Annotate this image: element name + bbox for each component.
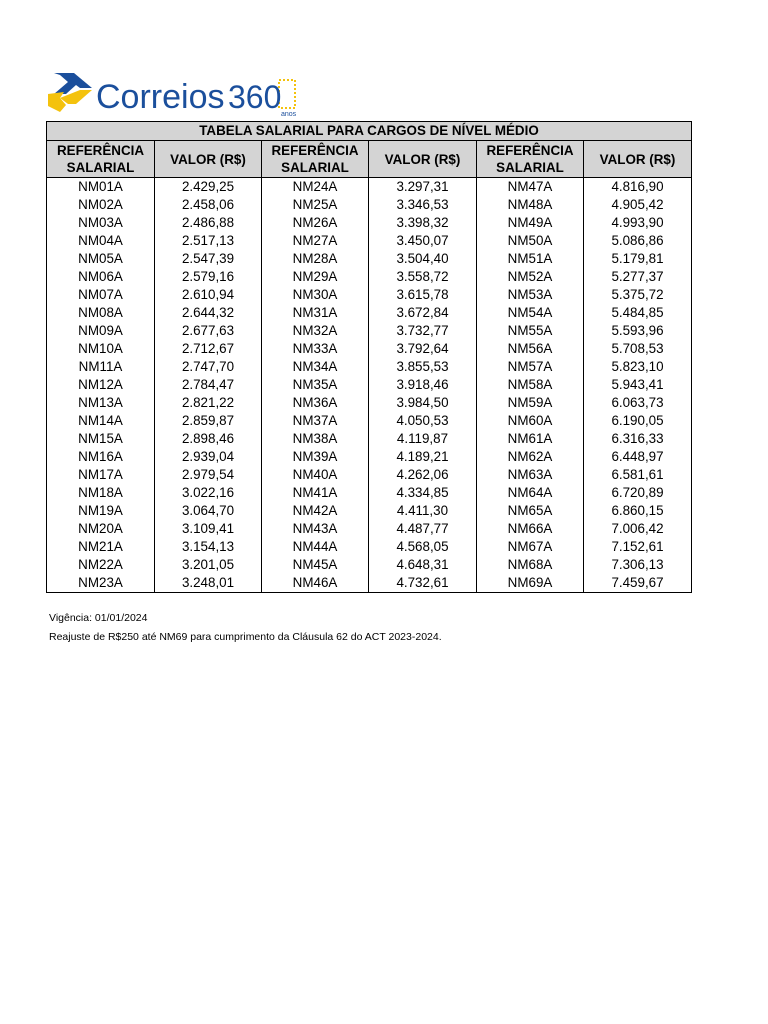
valor-cell: 3.792,64 <box>369 340 477 358</box>
reajuste-note: Reajuste de R$250 até NM69 para cumprimento da Cláusula 62 do ACT 2023-2024. <box>49 631 442 643</box>
ref-cell: NM67A <box>477 538 584 556</box>
ref-cell: NM39A <box>262 448 369 466</box>
valor-cell: 2.547,39 <box>155 250 262 268</box>
table-row <box>47 556 692 574</box>
logo-brand-text: Correios <box>96 78 225 116</box>
ref-cell: NM59A <box>477 394 584 412</box>
ref-cell: NM19A <box>47 502 155 520</box>
valor-cell: 5.943,41 <box>584 376 692 394</box>
valor-cell: 2.677,63 <box>155 322 262 340</box>
valor-cell: 6.860,15 <box>584 502 692 520</box>
ref-cell: NM53A <box>477 286 584 304</box>
valor-cell: 5.277,37 <box>584 268 692 286</box>
table-row <box>47 250 692 268</box>
ref-cell: NM63A <box>477 466 584 484</box>
valor-cell: 3.615,78 <box>369 286 477 304</box>
ref-cell: NM14A <box>47 412 155 430</box>
ref-cell: NM42A <box>262 502 369 520</box>
ref-cell: NM11A <box>47 358 155 376</box>
table-row <box>47 466 692 484</box>
header-valor-3: VALOR (R$) <box>584 141 692 178</box>
ref-cell: NM21A <box>47 538 155 556</box>
valor-cell: 4.648,31 <box>369 556 477 574</box>
valor-cell: 2.821,22 <box>155 394 262 412</box>
table-row <box>47 268 692 286</box>
valor-cell: 6.448,97 <box>584 448 692 466</box>
valor-cell: 3.504,40 <box>369 250 477 268</box>
header-referencia-2: REFERÊNCIA SALARIAL <box>262 141 369 178</box>
ref-cell: NM69A <box>477 574 584 593</box>
valor-cell: 5.375,72 <box>584 286 692 304</box>
valor-cell: 4.905,42 <box>584 196 692 214</box>
table-row <box>47 430 692 448</box>
valor-cell: 5.086,86 <box>584 232 692 250</box>
valor-cell: 4.050,53 <box>369 412 477 430</box>
table-row <box>47 214 692 232</box>
ref-cell: NM05A <box>47 250 155 268</box>
valor-cell: 2.486,88 <box>155 214 262 232</box>
valor-cell: 3.154,13 <box>155 538 262 556</box>
ref-cell: NM51A <box>477 250 584 268</box>
ref-cell: NM36A <box>262 394 369 412</box>
valor-cell: 3.346,53 <box>369 196 477 214</box>
ref-cell: NM02A <box>47 196 155 214</box>
table-row <box>47 448 692 466</box>
header-referencia-1: REFERÊNCIA SALARIAL <box>47 141 155 178</box>
valor-cell: 7.006,42 <box>584 520 692 538</box>
ref-cell: NM30A <box>262 286 369 304</box>
ref-cell: NM65A <box>477 502 584 520</box>
valor-cell: 7.152,61 <box>584 538 692 556</box>
valor-cell: 7.459,67 <box>584 574 692 593</box>
ref-cell: NM49A <box>477 214 584 232</box>
ref-cell: NM01A <box>47 178 155 197</box>
valor-cell: 3.022,16 <box>155 484 262 502</box>
valor-cell: 5.823,10 <box>584 358 692 376</box>
ref-cell: NM22A <box>47 556 155 574</box>
valor-cell: 2.610,94 <box>155 286 262 304</box>
ref-cell: NM66A <box>477 520 584 538</box>
valor-cell: 3.732,77 <box>369 322 477 340</box>
table-row <box>47 232 692 250</box>
valor-cell: 3.984,50 <box>369 394 477 412</box>
valor-cell: 2.747,70 <box>155 358 262 376</box>
valor-cell: 2.429,25 <box>155 178 262 197</box>
valor-cell: 4.568,05 <box>369 538 477 556</box>
vigencia-note: Vigência: 01/01/2024 <box>49 612 148 624</box>
valor-cell: 4.189,21 <box>369 448 477 466</box>
ref-cell: NM16A <box>47 448 155 466</box>
table-row <box>47 304 692 322</box>
valor-cell: 3.855,53 <box>369 358 477 376</box>
valor-cell: 2.859,87 <box>155 412 262 430</box>
ref-cell: NM07A <box>47 286 155 304</box>
ref-cell: NM17A <box>47 466 155 484</box>
valor-cell: 6.190,05 <box>584 412 692 430</box>
valor-cell: 3.297,31 <box>369 178 477 197</box>
valor-cell: 5.593,96 <box>584 322 692 340</box>
header-referencia-3: REFERÊNCIA SALARIAL <box>477 141 584 178</box>
ref-cell: NM40A <box>262 466 369 484</box>
header-row <box>47 141 692 178</box>
valor-cell: 2.898,46 <box>155 430 262 448</box>
valor-cell: 4.487,77 <box>369 520 477 538</box>
valor-cell: 4.816,90 <box>584 178 692 197</box>
ref-cell: NM57A <box>477 358 584 376</box>
table-row <box>47 538 692 556</box>
ref-cell: NM44A <box>262 538 369 556</box>
ref-cell: NM29A <box>262 268 369 286</box>
header-valor-1: VALOR (R$) <box>155 141 262 178</box>
ref-cell: NM61A <box>477 430 584 448</box>
ref-cell: NM68A <box>477 556 584 574</box>
table-row <box>47 340 692 358</box>
correios-logo-icon <box>46 70 306 118</box>
valor-cell: 2.517,13 <box>155 232 262 250</box>
ref-cell: NM46A <box>262 574 369 593</box>
ref-cell: NM15A <box>47 430 155 448</box>
ref-cell: NM10A <box>47 340 155 358</box>
ref-cell: NM28A <box>262 250 369 268</box>
valor-cell: 4.262,06 <box>369 466 477 484</box>
valor-cell: 2.712,67 <box>155 340 262 358</box>
ref-cell: NM43A <box>262 520 369 538</box>
ref-cell: NM52A <box>477 268 584 286</box>
ref-cell: NM50A <box>477 232 584 250</box>
table-row <box>47 412 692 430</box>
valor-cell: 2.458,06 <box>155 196 262 214</box>
ref-cell: NM27A <box>262 232 369 250</box>
table-row <box>47 322 692 340</box>
valor-cell: 6.720,89 <box>584 484 692 502</box>
valor-cell: 3.064,70 <box>155 502 262 520</box>
table-row <box>47 358 692 376</box>
table-title: TABELA SALARIAL PARA CARGOS DE NÍVEL MÉDIO <box>47 122 692 141</box>
ref-cell: NM09A <box>47 322 155 340</box>
valor-cell: 5.484,85 <box>584 304 692 322</box>
table-row <box>47 502 692 520</box>
valor-cell: 2.784,47 <box>155 376 262 394</box>
ref-cell: NM03A <box>47 214 155 232</box>
ref-cell: NM38A <box>262 430 369 448</box>
ref-cell: NM47A <box>477 178 584 197</box>
ref-cell: NM04A <box>47 232 155 250</box>
valor-cell: 4.119,87 <box>369 430 477 448</box>
ref-cell: NM35A <box>262 376 369 394</box>
ref-cell: NM18A <box>47 484 155 502</box>
valor-cell: 3.672,84 <box>369 304 477 322</box>
ref-cell: NM23A <box>47 574 155 593</box>
logo-anniversary-text: 360 <box>228 79 282 115</box>
valor-cell: 3.398,32 <box>369 214 477 232</box>
ref-cell: NM56A <box>477 340 584 358</box>
valor-cell: 6.581,61 <box>584 466 692 484</box>
table-row <box>47 376 692 394</box>
valor-cell: 5.708,53 <box>584 340 692 358</box>
ref-cell: NM20A <box>47 520 155 538</box>
ref-cell: NM64A <box>477 484 584 502</box>
valor-cell: 4.411,30 <box>369 502 477 520</box>
ref-cell: NM08A <box>47 304 155 322</box>
ref-cell: NM31A <box>262 304 369 322</box>
ref-cell: NM25A <box>262 196 369 214</box>
table-row <box>47 484 692 502</box>
ref-cell: NM62A <box>477 448 584 466</box>
valor-cell: 3.450,07 <box>369 232 477 250</box>
anniversary-stamp <box>279 80 295 108</box>
valor-cell: 2.579,16 <box>155 268 262 286</box>
ref-cell: NM58A <box>477 376 584 394</box>
valor-cell: 4.334,85 <box>369 484 477 502</box>
valor-cell: 6.063,73 <box>584 394 692 412</box>
salary-table <box>46 121 692 593</box>
ref-cell: NM45A <box>262 556 369 574</box>
valor-cell: 4.993,90 <box>584 214 692 232</box>
table-row <box>47 394 692 412</box>
table-row <box>47 574 692 593</box>
ref-cell: NM60A <box>477 412 584 430</box>
ref-cell: NM06A <box>47 268 155 286</box>
table-row <box>47 286 692 304</box>
ref-cell: NM37A <box>262 412 369 430</box>
ref-cell: NM12A <box>47 376 155 394</box>
logo-anniversary-subtext: anos <box>281 111 297 118</box>
ref-cell: NM26A <box>262 214 369 232</box>
correios-360-logo <box>46 70 306 118</box>
table-row <box>47 178 692 197</box>
table-row <box>47 196 692 214</box>
valor-cell: 2.939,04 <box>155 448 262 466</box>
valor-cell: 2.644,32 <box>155 304 262 322</box>
table-body <box>47 178 692 593</box>
table-row <box>47 520 692 538</box>
ref-cell: NM13A <box>47 394 155 412</box>
valor-cell: 3.109,41 <box>155 520 262 538</box>
valor-cell: 7.306,13 <box>584 556 692 574</box>
ref-cell: NM34A <box>262 358 369 376</box>
ref-cell: NM41A <box>262 484 369 502</box>
valor-cell: 3.918,46 <box>369 376 477 394</box>
valor-cell: 4.732,61 <box>369 574 477 593</box>
ref-cell: NM24A <box>262 178 369 197</box>
valor-cell: 3.201,05 <box>155 556 262 574</box>
header-valor-2: VALOR (R$) <box>369 141 477 178</box>
valor-cell: 5.179,81 <box>584 250 692 268</box>
ref-cell: NM55A <box>477 322 584 340</box>
valor-cell: 2.979,54 <box>155 466 262 484</box>
valor-cell: 3.558,72 <box>369 268 477 286</box>
valor-cell: 3.248,01 <box>155 574 262 593</box>
ref-cell: NM32A <box>262 322 369 340</box>
ref-cell: NM33A <box>262 340 369 358</box>
ref-cell: NM48A <box>477 196 584 214</box>
ref-cell: NM54A <box>477 304 584 322</box>
valor-cell: 6.316,33 <box>584 430 692 448</box>
